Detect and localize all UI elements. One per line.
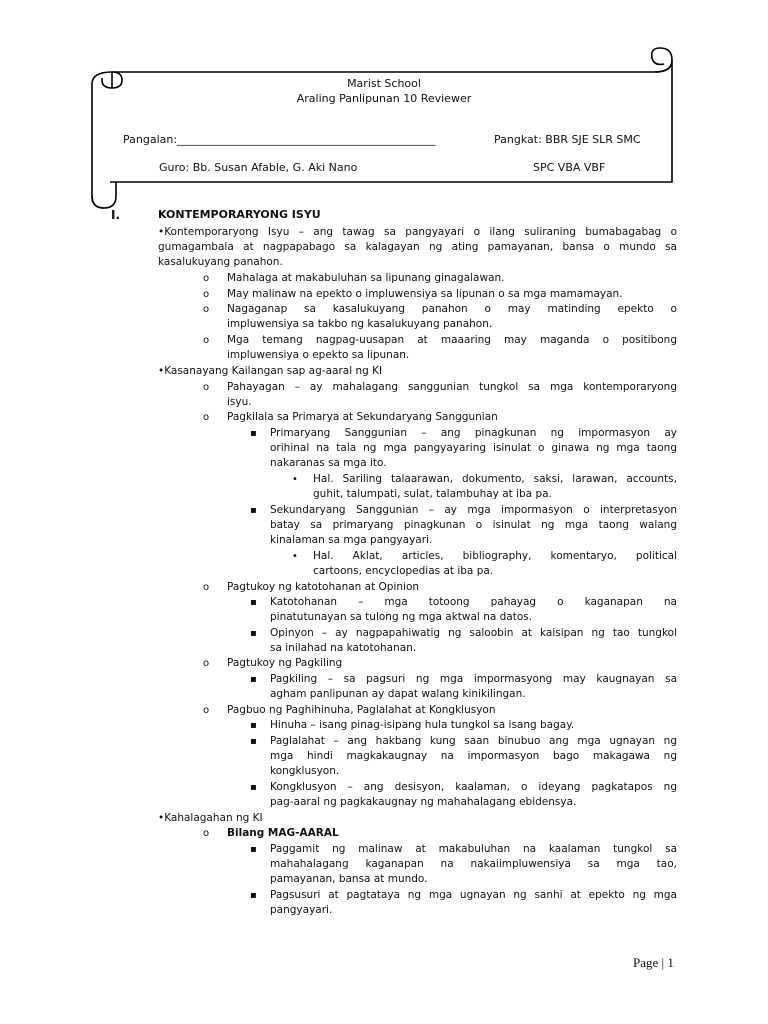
list-item: nakaranas sa mga ito. (270, 457, 387, 469)
school-name: Marist School (347, 77, 421, 90)
list-item: Sekundaryang Sanggunian – ay mga impormasyon o interpretasyon (270, 504, 677, 516)
bullet-marker: • (292, 474, 298, 485)
circle-marker: o (203, 412, 210, 423)
circle-marker: o (203, 273, 210, 284)
list-item: sa inilahad na katotohanan. (270, 642, 417, 654)
subheading-bold: Bilang MAG-AARAL (227, 827, 339, 839)
circle-marker: o (203, 705, 210, 716)
list-item: agham panlipunan ay dapat walang kinikilingan. (270, 688, 526, 700)
list-item: Primaryang Sanggunian – ang pinagkunan ng impormasyon ay (270, 427, 677, 439)
list-item: mga hindi magkakaugnay na impormasyon bago makagawa ng (270, 750, 677, 762)
list-item: Hal. Sariling talaarawan, dokumento, saksi, larawan, accounts, (313, 473, 677, 485)
list-item: Pagtukoy ng Pagkiling (227, 657, 343, 669)
list-item: Pagkiling – sa pagsuri ng mga impormasyong may kaugnayan sa (270, 673, 677, 685)
list-item: isyu. (227, 396, 252, 408)
section-title: KONTEMPORARYONG ISYU (158, 208, 321, 221)
list-item: impluwensiya o epekto sa lipunan. (227, 349, 410, 361)
square-marker: ▪ (250, 782, 257, 793)
circle-marker: o (203, 304, 210, 315)
list-item: Mga temang nagpag-uusapan at maaaring may maganda o positibong (227, 334, 677, 346)
list-item: guhit, talumpati, sulat, talambuhay at iba pa. (313, 488, 552, 500)
square-marker: ▪ (250, 890, 257, 901)
page-number: Page | 1 (633, 955, 674, 970)
list-item: Mahalaga at makabuluhan sa lipunang ginagalawan. (227, 272, 505, 284)
list-item: Pagkilala sa Primarya at Sekundaryang Sanggunian (227, 411, 498, 423)
list-item: Pagbuo ng Paghihinuha, Paglalahat at Kongklusyon (227, 704, 496, 716)
list-item: Pahayagan – ay mahalagang sanggunian tungkol sa mga kontemporaryong (227, 381, 677, 393)
list-item: Hal. Aklat, articles, bibliography, komentaryo, political (313, 550, 677, 562)
list-item: Kongklusyon – ang desisyon, kaalaman, o ideyang pagkatapos ng (270, 781, 677, 793)
list-item: pinatutunayan sa tulong ng mga aktwal na datos. (270, 611, 533, 623)
bullet-marker: • (292, 551, 298, 562)
list-item: Opinyon – ay nagpapahiwatig ng saloobin at kaisipan ng tao tungkol (270, 627, 677, 639)
reviewer-title: Araling Panlipunan 10 Reviewer (296, 92, 472, 105)
definition-line: gumagambala at nagpapabago sa kalagayan ng ating pamayanan, bansa o mundo sa (158, 241, 677, 253)
list-item: Hinuha – isang pinag-isipang hula tungkol sa isang bagay. (270, 719, 575, 731)
square-marker: ▪ (250, 674, 257, 685)
list-item: cartoons, encyclopedias at iba pa. (313, 565, 494, 577)
square-marker: ▪ (250, 628, 257, 639)
circle-marker: o (203, 582, 210, 593)
circle-marker: o (203, 658, 210, 669)
list-item: Paggamit ng malinaw at makabuluhan na kaalaman tungkol sa (270, 843, 677, 855)
list-item: Katotohanan – mga totoong pahayag o kaganapan na (270, 596, 677, 608)
section-label: Pangkat: BBR SJE SLR SMC (494, 133, 641, 146)
square-marker: ▪ (250, 720, 257, 731)
square-marker: ▪ (250, 597, 257, 608)
list-item: batay sa primaryang pinagkunan o isinulat ng mga taong walang (270, 519, 677, 531)
square-marker: ▪ (250, 736, 257, 747)
subheading: •Kahalagahan ng KI (158, 812, 263, 824)
subheading: •Kasanayang Kailangan sap ag-aaral ng KI (158, 365, 383, 377)
square-marker: ▪ (250, 505, 257, 516)
square-marker: ▪ (250, 428, 257, 439)
list-item: mahahalagang kaganapan na nakaiimpluwensiya sa mga tao, (270, 858, 677, 870)
list-item: impluwensiya sa takbo ng kasalukuyang panahon. (227, 318, 493, 330)
list-item: pangyayari. (270, 904, 333, 916)
name-field-label: Pangalan:_______________________________________________ (123, 133, 436, 146)
list-item: orihinal na tala ng mga pangyayaring isinulat o ginawa ng mga taong (270, 442, 677, 454)
circle-marker: o (203, 335, 210, 346)
section-label-2: SPC VBA VBF (533, 161, 606, 174)
list-item: Pagsusuri at pagtataya ng mga ugnayan ng sanhi at epekto ng mga (270, 889, 677, 901)
circle-marker: o (203, 289, 210, 300)
definition-line: •Kontemporaryong Isyu – ang tawag sa pangyayari o ilang suliraning bumabagabag o (158, 226, 677, 238)
section-number: I. (111, 208, 121, 222)
list-item: May malinaw na epekto o impluwensiya sa lipunan o sa mga mamamayan. (227, 288, 623, 300)
list-item: pamayanan, bansa at mundo. (270, 873, 428, 885)
circle-marker: o (203, 828, 210, 839)
teacher-label: Guro: Bb. Susan Afable, G. Aki Nano (159, 161, 358, 174)
list-item: kinalaman sa mga pangyayari. (270, 534, 433, 546)
list-item: Paglalahat – ang hakbang kung saan binubuo ang mga ugnayan ng (270, 735, 677, 747)
list-item: kongklusyon. (270, 765, 340, 777)
square-marker: ▪ (250, 844, 257, 855)
list-item: Nagaganap sa kasalukuyang panahon o may matinding epekto o (227, 303, 677, 315)
list-item: pag-aaral ng pagkakaugnay ng mahahalagang ebidensya. (270, 796, 577, 808)
list-item: Pagtukoy ng katotohanan at Opinion (227, 581, 420, 593)
definition-line: kasalukuyang panahon. (158, 256, 283, 268)
circle-marker: o (203, 382, 210, 393)
